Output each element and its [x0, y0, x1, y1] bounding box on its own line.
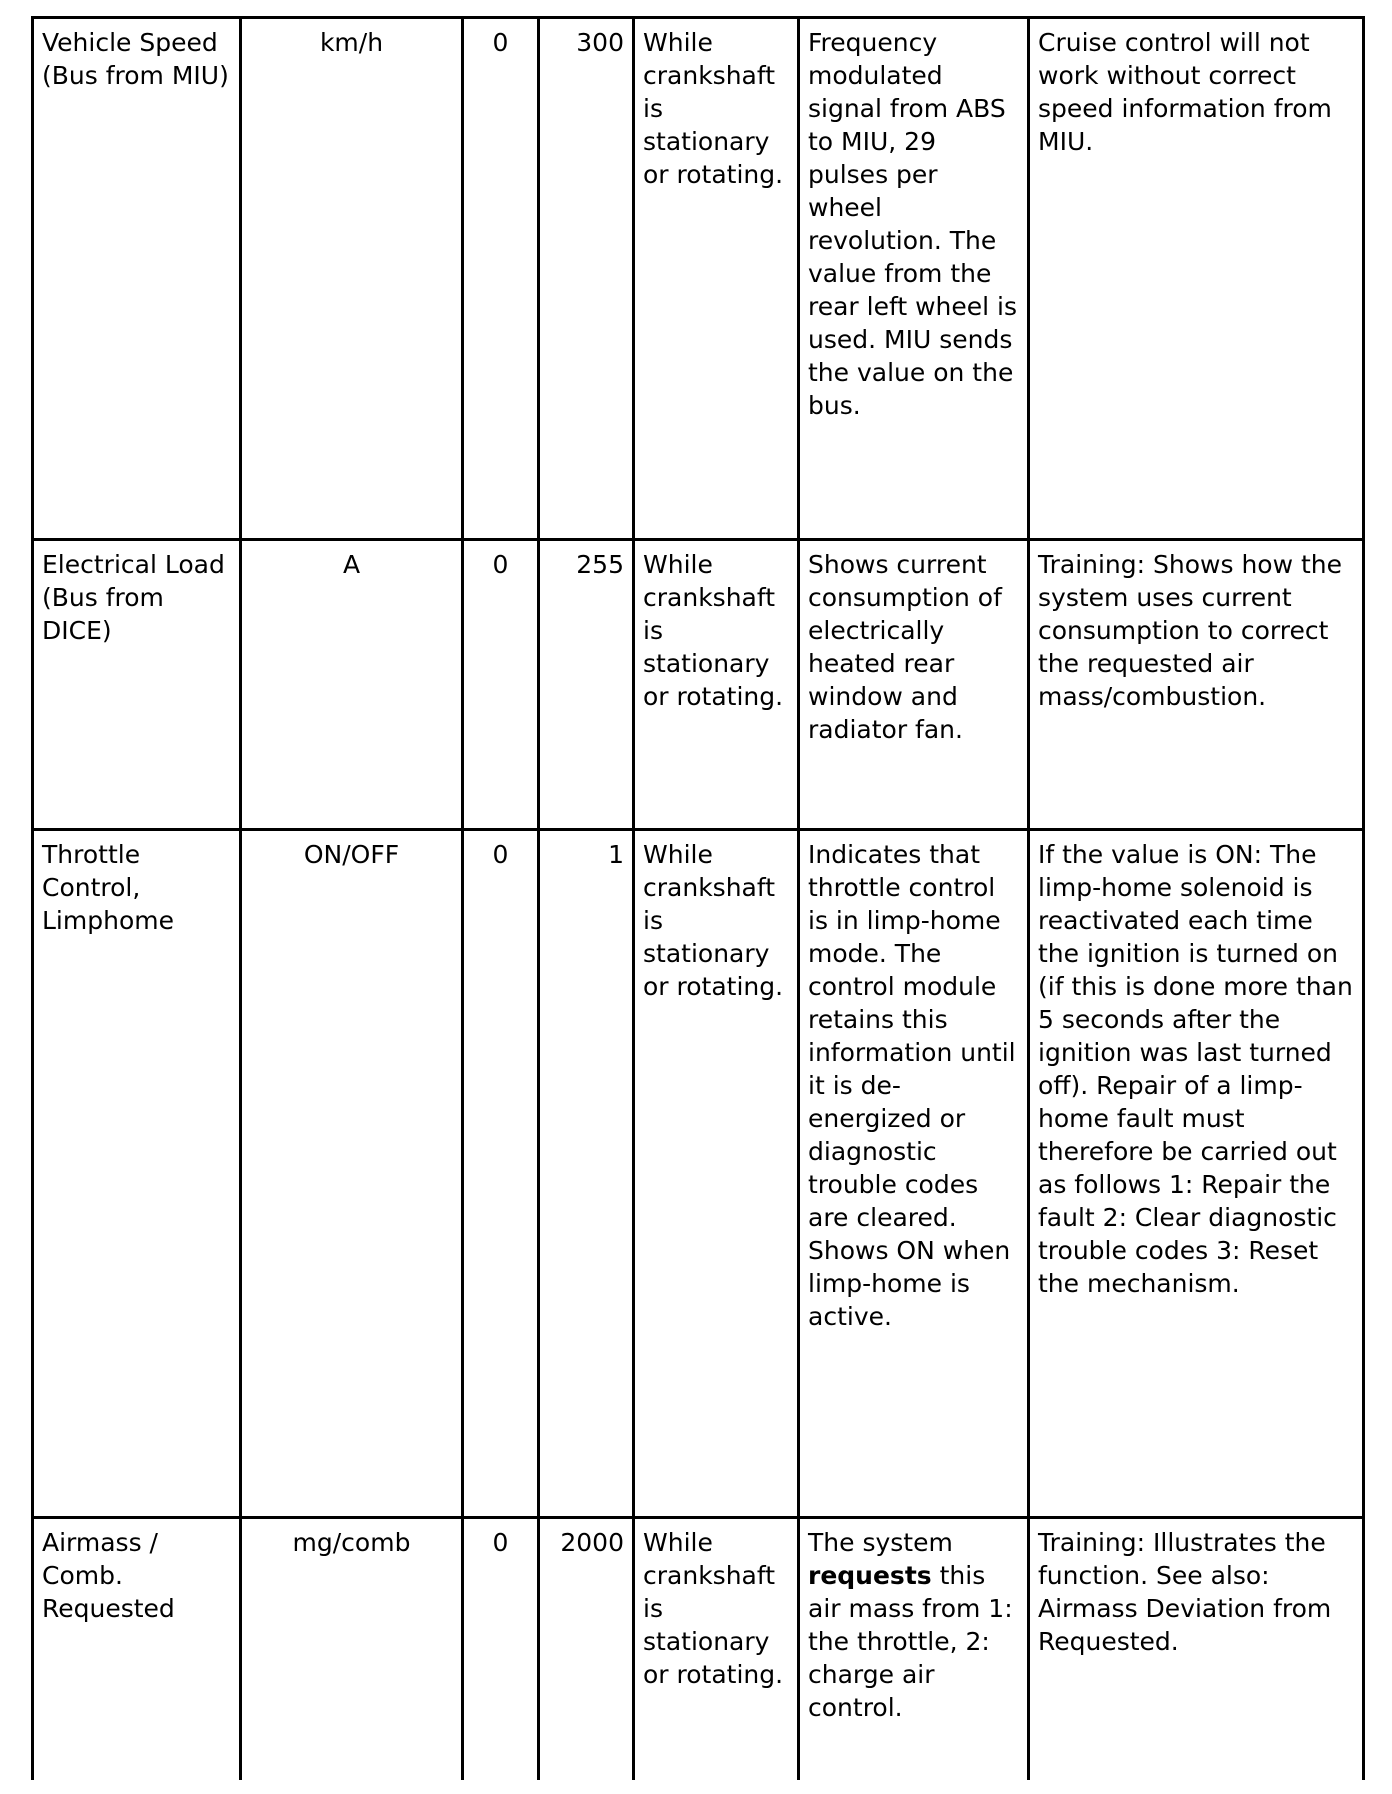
description-emphasis: requests [808, 1561, 932, 1590]
parameter-comment: Training: Illustrates the function. See also: Airmass Deviation from Requested. [1029, 1518, 1364, 1780]
table-row [33, 18, 1364, 540]
parameter-condition: While crankshaft is stationary or rotating. [634, 18, 799, 540]
parameter-table [31, 16, 1365, 1780]
parameter-min: 0 [463, 540, 539, 830]
parameter-unit: A [241, 540, 463, 830]
parameter-name: Vehicle Speed (Bus from MIU) [33, 18, 241, 540]
parameter-unit: mg/comb [241, 1518, 463, 1780]
description-text: The system [808, 1528, 953, 1557]
parameter-unit: km/h [241, 18, 463, 540]
parameter-name: Throttle Control, Limphome [33, 830, 241, 1518]
parameter-description [799, 1518, 1029, 1780]
parameter-min: 0 [463, 830, 539, 1518]
parameter-max: 300 [539, 18, 634, 540]
parameter-unit: ON/OFF [241, 830, 463, 1518]
parameter-max: 255 [539, 540, 634, 830]
parameter-name: Electrical Load (Bus from DICE) [33, 540, 241, 830]
table-row [33, 1518, 1364, 1780]
parameter-max: 2000 [539, 1518, 634, 1780]
parameter-comment: If the value is ON: The limp-home solenoid is reactivated each time the ignition is turned on (if this is done more than 5 seconds after the ignition was last turned off). Repair of a limp-home fault must therefore be carried out as follows 1: Repair the fault 2: Clear diagnostic trouble codes 3: Reset the mechanism. [1029, 830, 1364, 1518]
parameter-description: Frequency modulated signal from ABS to MIU, 29 pulses per wheel revolution. The value from the rear left wheel is used. MIU sends the value on the bus. [799, 18, 1029, 540]
table-row [33, 540, 1364, 830]
parameter-description: Shows current consumption of electrically heated rear window and radiator fan. [799, 540, 1029, 830]
parameter-description: Indicates that throttle control is in limp-home mode. The control module retains this information until it is de-energized or diagnostic trouble codes are cleared. Shows ON when limp-home is active. [799, 830, 1029, 1518]
parameter-condition: While crankshaft is stationary or rotating. [634, 540, 799, 830]
parameter-comment: Training: Shows how the system uses current consumption to correct the requested air mass/combustion. [1029, 540, 1364, 830]
parameter-condition: While crankshaft is stationary or rotating. [634, 830, 799, 1518]
parameter-max: 1 [539, 830, 634, 1518]
parameter-name: Airmass / Comb. Requested [33, 1518, 241, 1780]
table-row [33, 830, 1364, 1518]
parameter-comment: Cruise control will not work without correct speed information from MIU. [1029, 18, 1364, 540]
parameter-min: 0 [463, 18, 539, 540]
description-text: this air mass from 1: the throttle, 2: charge air control. [808, 1561, 1013, 1722]
parameter-condition: While crankshaft is stationary or rotating. [634, 1518, 799, 1780]
parameter-min: 0 [463, 1518, 539, 1780]
